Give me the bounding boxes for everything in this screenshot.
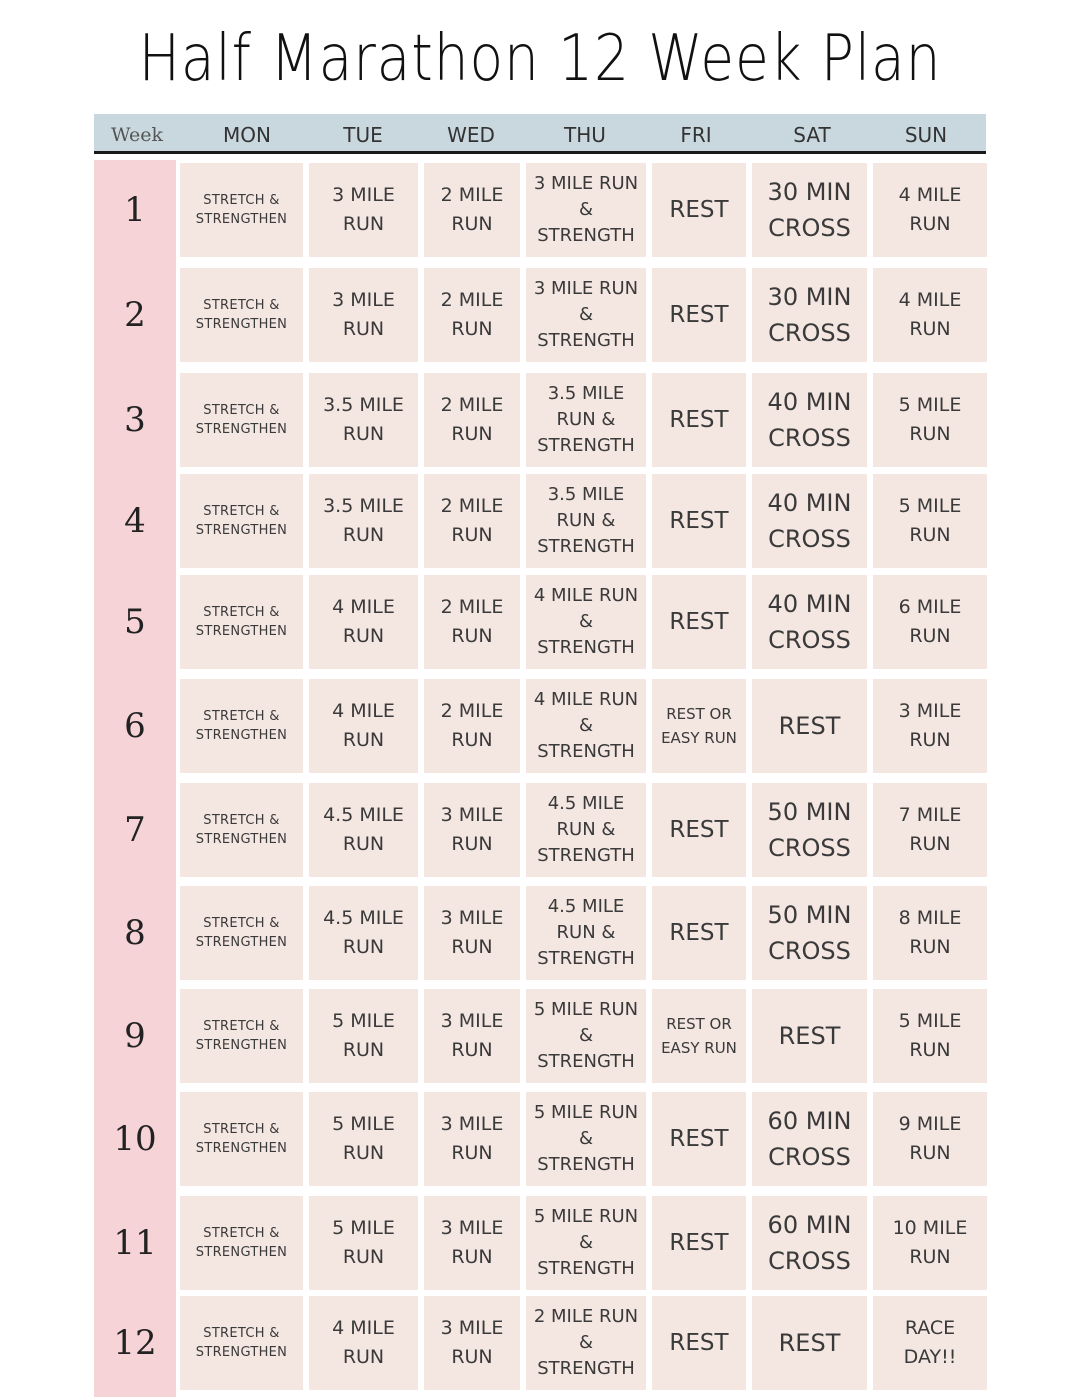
workout-text: REST bbox=[669, 302, 729, 328]
workout-text: REST bbox=[778, 1329, 841, 1357]
workout-text: 4.5 MILE RUN bbox=[323, 907, 404, 958]
week-number: 11 bbox=[113, 1223, 157, 1263]
schedule-cell-tue bbox=[309, 783, 418, 877]
workout-text: STRETCH & STRENGTHEN bbox=[195, 1326, 288, 1360]
schedule-cell-sat bbox=[752, 886, 867, 980]
workout-text: 40 MIN CROSS bbox=[767, 388, 852, 452]
schedule-cell-fri bbox=[652, 989, 746, 1083]
week-number: 4 bbox=[124, 501, 146, 541]
workout-text: 5 MILE RUN bbox=[332, 1217, 395, 1268]
header-sun: SUN bbox=[904, 123, 948, 147]
schedule-cell-sun bbox=[873, 989, 987, 1083]
schedule-cell-wed bbox=[424, 474, 520, 568]
schedule-cell-mon bbox=[180, 373, 303, 467]
schedule-cell-tue bbox=[309, 1296, 418, 1390]
workout-text: 6 MILE RUN bbox=[898, 596, 962, 647]
workout-text: 5 MILE RUN & STRENGTH bbox=[533, 999, 639, 1072]
week-number: 6 bbox=[124, 706, 146, 746]
workout-text: 4 MILE RUN bbox=[332, 1317, 395, 1368]
workout-text: 5 MILE RUN & STRENGTH bbox=[533, 1102, 639, 1175]
schedule-cell-sun bbox=[873, 474, 987, 568]
schedule-cell-sun bbox=[873, 163, 987, 257]
schedule-cell-sun bbox=[873, 1196, 987, 1290]
schedule-cell-sun bbox=[873, 575, 987, 669]
schedule-cell-fri bbox=[652, 1092, 746, 1186]
week-number: 3 bbox=[124, 400, 146, 440]
workout-text: 3.5 MILE RUN bbox=[323, 394, 404, 445]
schedule-cell-tue bbox=[309, 373, 418, 467]
workout-text: 2 MILE RUN bbox=[440, 596, 504, 647]
workout-text: STRETCH & STRENGTHEN bbox=[195, 193, 288, 227]
schedule-cell-thu bbox=[526, 1196, 646, 1290]
workout-text: 8 MILE RUN bbox=[898, 907, 962, 958]
schedule-cell-sat bbox=[752, 1196, 867, 1290]
workout-text: 3 MILE RUN bbox=[440, 1217, 504, 1268]
schedule-cell-fri bbox=[652, 575, 746, 669]
workout-text: 3 MILE RUN bbox=[440, 1317, 504, 1368]
week-number: 8 bbox=[124, 913, 146, 953]
workout-text: STRETCH & STRENGTHEN bbox=[195, 403, 288, 437]
workout-text: REST bbox=[669, 197, 729, 223]
schedule-cell-wed bbox=[424, 679, 520, 773]
schedule-cell-mon bbox=[180, 1092, 303, 1186]
schedule-cell-thu bbox=[526, 373, 646, 467]
header-tue: TUE bbox=[343, 123, 383, 147]
schedule-cell-tue bbox=[309, 575, 418, 669]
workout-text: 2 MILE RUN bbox=[440, 495, 504, 546]
workout-text: 7 MILE RUN bbox=[898, 804, 962, 855]
schedule-cell-thu bbox=[526, 268, 646, 362]
schedule-cell-fri bbox=[652, 373, 746, 467]
workout-text: REST bbox=[669, 817, 729, 843]
schedule-cell-sat bbox=[752, 268, 867, 362]
schedule-cell-fri bbox=[652, 1196, 746, 1290]
workout-text: 2 MILE RUN bbox=[440, 394, 504, 445]
schedule-cell-sat bbox=[752, 1092, 867, 1186]
workout-text: 3.5 MILE RUN & STRENGTH bbox=[537, 383, 635, 456]
header-thu: THU bbox=[564, 123, 606, 147]
workout-text: 60 MIN CROSS bbox=[767, 1211, 852, 1275]
schedule-cell-wed bbox=[424, 1092, 520, 1186]
header-fri: FRI bbox=[680, 123, 712, 147]
workout-text: 3 MILE RUN bbox=[898, 700, 962, 751]
schedule-cell-sun bbox=[873, 1296, 987, 1390]
workout-text: 50 MIN CROSS bbox=[767, 798, 852, 862]
workout-text: 60 MIN CROSS bbox=[767, 1107, 852, 1171]
week-number: 10 bbox=[113, 1119, 157, 1159]
workout-text: REST bbox=[778, 712, 841, 740]
workout-text: 30 MIN CROSS bbox=[767, 178, 852, 242]
workout-text: 5 MILE RUN bbox=[332, 1010, 395, 1061]
schedule-cell-sun bbox=[873, 1092, 987, 1186]
workout-text: 3.5 MILE RUN bbox=[323, 495, 404, 546]
schedule-cell-sat bbox=[752, 989, 867, 1083]
schedule-cell-tue bbox=[309, 1092, 418, 1186]
schedule-cell-sun bbox=[873, 679, 987, 773]
workout-text: 4.5 MILE RUN bbox=[323, 804, 404, 855]
schedule-cell-fri bbox=[652, 474, 746, 568]
workout-text: 4.5 MILE RUN & STRENGTH bbox=[537, 896, 635, 969]
workout-text: 3.5 MILE RUN & STRENGTH bbox=[537, 484, 635, 557]
workout-text: 40 MIN CROSS bbox=[767, 489, 852, 553]
workout-text: REST bbox=[669, 407, 729, 433]
workout-text: 9 MILE RUN bbox=[898, 1113, 962, 1164]
workout-text: STRETCH & STRENGTHEN bbox=[195, 605, 288, 639]
page-title: Half Marathon 12 Week Plan bbox=[138, 22, 942, 96]
schedule-cell-fri bbox=[652, 268, 746, 362]
workout-text: 3 MILE RUN & STRENGTH bbox=[533, 278, 639, 351]
schedule-cell-thu bbox=[526, 1092, 646, 1186]
schedule-cell-thu bbox=[526, 474, 646, 568]
schedule-cell-mon bbox=[180, 1196, 303, 1290]
header-wed: WED bbox=[447, 123, 495, 147]
schedule-cell-wed bbox=[424, 1196, 520, 1290]
schedule-cell-sat bbox=[752, 783, 867, 877]
workout-text: 2 MILE RUN & STRENGTH bbox=[533, 1306, 639, 1379]
schedule-cell-sun bbox=[873, 373, 987, 467]
workout-text: REST bbox=[778, 1022, 841, 1050]
schedule-cell-tue bbox=[309, 1196, 418, 1290]
week-number: 5 bbox=[124, 602, 146, 642]
schedule-cell-tue bbox=[309, 886, 418, 980]
schedule-cell-sat bbox=[752, 163, 867, 257]
schedule-cell-fri bbox=[652, 163, 746, 257]
schedule-cell-sun bbox=[873, 268, 987, 362]
schedule-cell-sat bbox=[752, 1296, 867, 1390]
workout-text: 30 MIN CROSS bbox=[767, 283, 852, 347]
workout-text: REST bbox=[669, 920, 729, 946]
workout-text: 5 MILE RUN bbox=[898, 1010, 962, 1061]
schedule-cell-fri bbox=[652, 1296, 746, 1390]
workout-text: STRETCH & STRENGTHEN bbox=[195, 709, 288, 743]
schedule-cell-fri bbox=[652, 679, 746, 773]
schedule-cell-thu bbox=[526, 679, 646, 773]
schedule-cell-wed bbox=[424, 1296, 520, 1390]
schedule-cell-wed bbox=[424, 163, 520, 257]
workout-text: REST bbox=[669, 1126, 729, 1152]
table-header bbox=[94, 114, 986, 154]
schedule-cell-thu bbox=[526, 163, 646, 257]
workout-text: 3 MILE RUN & STRENGTH bbox=[533, 173, 639, 246]
workout-text: 4 MILE RUN bbox=[332, 700, 395, 751]
schedule-cell-tue bbox=[309, 474, 418, 568]
workout-text: REST bbox=[669, 508, 729, 534]
workout-text: STRETCH & STRENGTHEN bbox=[195, 1122, 288, 1156]
schedule-cell-fri bbox=[652, 886, 746, 980]
workout-text: RACE DAY!! bbox=[903, 1317, 957, 1368]
schedule-cell-thu bbox=[526, 1296, 646, 1390]
schedule-cell-tue bbox=[309, 989, 418, 1083]
workout-text: 2 MILE RUN bbox=[440, 184, 504, 235]
workout-text: REST bbox=[669, 1330, 729, 1356]
schedule-cell-mon bbox=[180, 679, 303, 773]
workout-text: STRETCH & STRENGTHEN bbox=[195, 1019, 288, 1053]
workout-text: 3 MILE RUN bbox=[440, 907, 504, 958]
week-number: 12 bbox=[113, 1323, 157, 1363]
workout-text: STRETCH & STRENGTHEN bbox=[195, 916, 288, 950]
header-sat: SAT bbox=[793, 123, 831, 147]
workout-text: 50 MIN CROSS bbox=[767, 901, 852, 965]
schedule-cell-wed bbox=[424, 373, 520, 467]
workout-text: 4.5 MILE RUN & STRENGTH bbox=[537, 793, 635, 866]
schedule-cell-sat bbox=[752, 373, 867, 467]
workout-text: 3 MILE RUN bbox=[440, 1113, 504, 1164]
schedule-cell-mon bbox=[180, 575, 303, 669]
schedule-cell-wed bbox=[424, 783, 520, 877]
week-number: 1 bbox=[124, 190, 146, 230]
workout-text: 5 MILE RUN bbox=[898, 394, 962, 445]
schedule-cell-wed bbox=[424, 268, 520, 362]
workout-text: 3 MILE RUN bbox=[332, 289, 395, 340]
schedule-cell-thu bbox=[526, 575, 646, 669]
schedule-cell-mon bbox=[180, 783, 303, 877]
schedule-cell-tue bbox=[309, 679, 418, 773]
workout-text: 2 MILE RUN bbox=[440, 289, 504, 340]
workout-text: 4 MILE RUN bbox=[332, 596, 395, 647]
workout-text: 2 MILE RUN bbox=[440, 700, 504, 751]
schedule-cell-sat bbox=[752, 575, 867, 669]
schedule-cell-thu bbox=[526, 783, 646, 877]
workout-text: REST OR EASY RUN bbox=[661, 705, 737, 747]
schedule-cell-sun bbox=[873, 783, 987, 877]
workout-text: 3 MILE RUN bbox=[332, 184, 395, 235]
workout-text: 4 MILE RUN & STRENGTH bbox=[533, 585, 639, 658]
schedule-cell-mon bbox=[180, 886, 303, 980]
schedule-cell-wed bbox=[424, 575, 520, 669]
schedule-cell-thu bbox=[526, 886, 646, 980]
workout-text: 4 MILE RUN & STRENGTH bbox=[533, 689, 639, 762]
schedule-cell-wed bbox=[424, 886, 520, 980]
schedule-cell-mon bbox=[180, 474, 303, 568]
workout-text: 3 MILE RUN bbox=[440, 804, 504, 855]
workout-text: REST bbox=[669, 1230, 729, 1256]
schedule-cell-thu bbox=[526, 989, 646, 1083]
workout-text: STRETCH & STRENGTHEN bbox=[195, 298, 288, 332]
workout-text: 10 MILE RUN bbox=[892, 1217, 968, 1268]
workout-text: 5 MILE RUN & STRENGTH bbox=[533, 1206, 639, 1279]
workout-text: REST OR EASY RUN bbox=[661, 1015, 737, 1057]
schedule-cell-mon bbox=[180, 1296, 303, 1390]
schedule-cell-tue bbox=[309, 163, 418, 257]
week-number: 7 bbox=[124, 810, 146, 850]
workout-text: 3 MILE RUN bbox=[440, 1010, 504, 1061]
workout-text: 4 MILE RUN bbox=[898, 184, 962, 235]
workout-text: STRETCH & STRENGTHEN bbox=[195, 813, 288, 847]
header-week: Week bbox=[111, 124, 163, 146]
schedule-cell-sat bbox=[752, 474, 867, 568]
header-mon: MON bbox=[223, 123, 271, 147]
workout-text: 5 MILE RUN bbox=[898, 495, 962, 546]
workout-text: REST bbox=[669, 609, 729, 635]
workout-text: 5 MILE RUN bbox=[332, 1113, 395, 1164]
schedule-cell-fri bbox=[652, 783, 746, 877]
schedule-cell-sun bbox=[873, 886, 987, 980]
workout-text: STRETCH & STRENGTHEN bbox=[195, 504, 288, 538]
schedule-cell-mon bbox=[180, 268, 303, 362]
schedule-cell-mon bbox=[180, 163, 303, 257]
schedule-cell-wed bbox=[424, 989, 520, 1083]
workout-text: 40 MIN CROSS bbox=[767, 590, 852, 654]
schedule-cell-tue bbox=[309, 268, 418, 362]
schedule-cell-sat bbox=[752, 679, 867, 773]
schedule-cell-mon bbox=[180, 989, 303, 1083]
week-number: 2 bbox=[124, 295, 146, 335]
workout-text: 4 MILE RUN bbox=[898, 289, 962, 340]
week-number: 9 bbox=[124, 1016, 146, 1056]
workout-text: STRETCH & STRENGTHEN bbox=[195, 1226, 288, 1260]
